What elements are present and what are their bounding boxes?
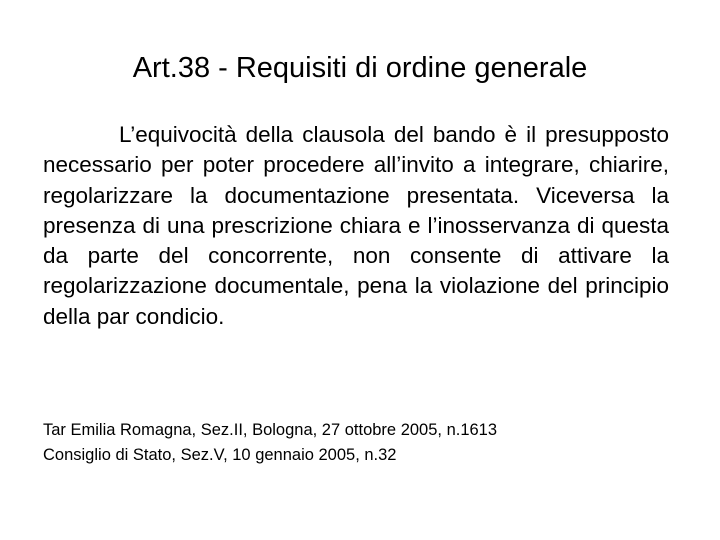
body-paragraph: L’equivocità della clausola del bando è il presupposto necessario per poter procedere all’invito a integrare, chiarire, regolarizzare la documentazione presentata. Viceversa la presenza di una prescrizione chiara e l’inosservanza di questa da parte del concorrente, non consente di attivare la regolarizzazione documentale, pena la violazione del principio della par condicio.: [43, 122, 669, 329]
citations-list: [43, 418, 683, 468]
citation-consiglio-di-stato: Consiglio di Stato, Sez.V, 10 gennaio 2005, n.32: [43, 446, 397, 464]
slide-title: Art.38 - Requisiti di ordine generale: [132, 52, 588, 84]
citation-tar: Tar Emilia Romagna, Sez.II, Bologna, 27 ottobre 2005, n.1613: [43, 421, 498, 439]
